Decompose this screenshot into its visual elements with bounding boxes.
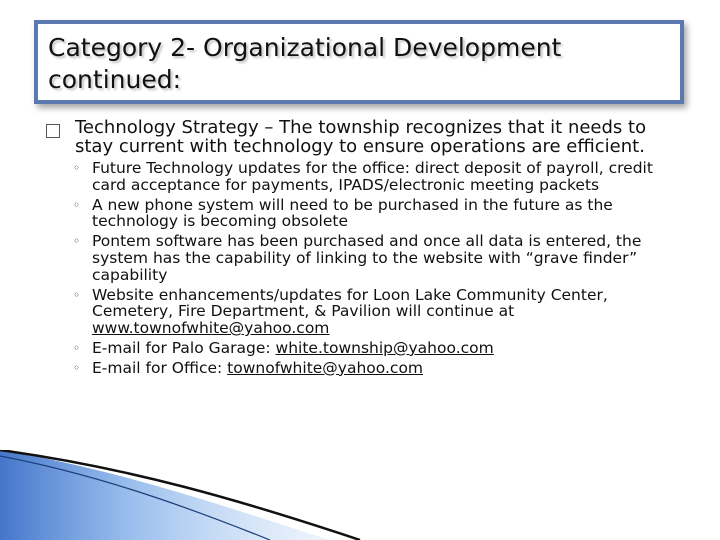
ring-bullet-icon: ◦ bbox=[73, 360, 81, 375]
sub-bullet-item bbox=[73, 160, 686, 194]
sub-bullet-item bbox=[73, 233, 686, 283]
ring-bullet-icon: ◦ bbox=[73, 340, 81, 355]
slide-title-line2: continued: bbox=[48, 65, 181, 94]
slide-title-line1: Category 2- Organizational Development bbox=[48, 33, 562, 62]
sub-bullet-item bbox=[73, 340, 686, 357]
sub-bullet-text: Pontem software has been purchased and once all data is entered, the system has the capability of linking to the website with “grave finder” capability bbox=[92, 232, 642, 284]
website-link[interactable]: www.townofwhite@yahoo.com bbox=[92, 319, 330, 338]
main-bullet-text: Technology Strategy – The township recognizes that it needs to stay current with technology to ensure operations are efficient. bbox=[75, 117, 647, 157]
garage-email-link[interactable]: white.township@yahoo.com bbox=[275, 338, 494, 357]
ring-bullet-icon: ◦ bbox=[73, 234, 81, 249]
slide-title bbox=[48, 32, 561, 96]
sub-bullet-text: A new phone system will need to be purchased in the future as the technology is becoming obsolete bbox=[92, 195, 613, 231]
slide-content bbox=[46, 118, 686, 380]
sub-bullet-item bbox=[73, 197, 686, 231]
ring-bullet-icon: ◦ bbox=[73, 197, 81, 212]
office-email-link[interactable]: townofwhite@yahoo.com bbox=[227, 358, 424, 377]
ring-bullet-icon: ◦ bbox=[73, 287, 81, 302]
corner-decoration bbox=[0, 450, 720, 540]
ring-bullet-icon: ◦ bbox=[73, 161, 81, 175]
sub-bullet-list bbox=[46, 160, 686, 377]
sub-bullet-text: Future Technology updates for the office: direct deposit of payroll, credit card acceptance for payments, IPADS/electronic meeting packets bbox=[92, 159, 653, 194]
sub-bullet-text: E-mail for Palo Garage: bbox=[92, 338, 276, 357]
title-box bbox=[34, 20, 684, 104]
sub-bullet-item bbox=[73, 360, 686, 377]
sub-bullet-item bbox=[73, 287, 686, 337]
main-bullet bbox=[46, 118, 686, 156]
sub-bullet-text: E-mail for Office: bbox=[92, 358, 228, 377]
sub-bullet-text: Website enhancements/updates for Loon Lake Community Center, Cemetery, Fire Department, & Pavilion will continue at bbox=[92, 285, 608, 321]
square-bullet-icon bbox=[46, 124, 60, 138]
